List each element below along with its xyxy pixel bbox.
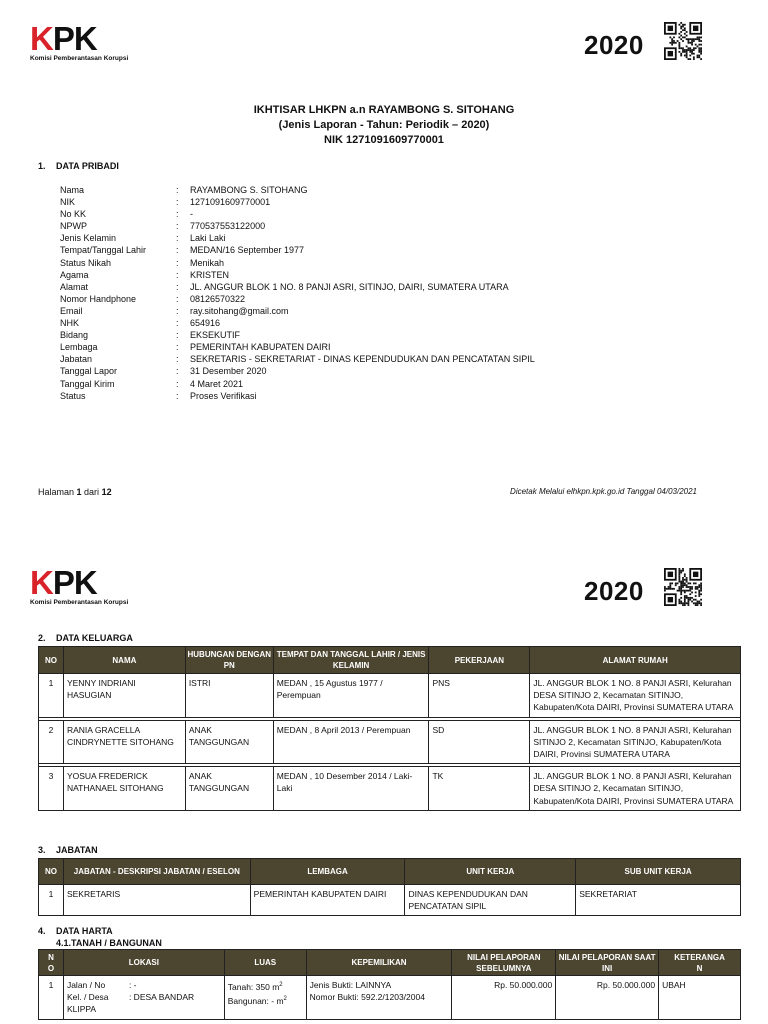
personal-data-value: -	[190, 209, 193, 220]
table-row	[39, 720, 741, 764]
position-jabatan: SEKRETARIS	[63, 885, 250, 916]
section-label: DATA PRIBADI	[56, 161, 119, 171]
position-col-no: NO	[39, 859, 64, 885]
personal-data-row	[60, 305, 535, 317]
personal-data-label: No KK	[60, 209, 87, 220]
section-data-pribadi-heading	[38, 161, 119, 171]
personal-data-colon: :	[176, 293, 179, 304]
land-lokasi: Jalan / No : - Kel. / Desa : DESA BANDAR KLIPPA	[63, 976, 224, 1020]
personal-data-value: ray.sitohang@gmail.com	[190, 305, 289, 316]
personal-data-label: Alamat	[60, 281, 89, 292]
personal-data-row	[60, 317, 535, 329]
personal-data-colon: :	[176, 221, 179, 232]
land-col-kepemilikan: KEPEMILIKAN	[306, 950, 452, 976]
personal-data-value: 1271091609770001	[190, 197, 271, 208]
report-title	[0, 103, 768, 148]
personal-data-row	[60, 232, 535, 244]
land-col-no: N O	[39, 950, 64, 976]
personal-data-value: Menikah	[190, 257, 225, 268]
title-line-3: NIK 1271091609770001	[324, 134, 444, 146]
land-kepemilikan: Jenis Bukti: LAINNYA Nomor Bukti: 592.2/1203/2004	[306, 976, 452, 1020]
section-data-harta-heading: 4. DATA HARTA	[38, 926, 113, 936]
position-table	[38, 858, 741, 916]
personal-data-row	[60, 244, 535, 256]
table-row	[39, 885, 741, 916]
table-row	[39, 674, 741, 718]
personal-data-row	[60, 365, 535, 377]
family-col-hubungan: HUBUNGAN DENGAN PN	[185, 647, 273, 674]
personal-data-label: Nama	[60, 185, 85, 195]
personal-data-colon: :	[176, 354, 179, 365]
family-no: 2	[39, 720, 64, 764]
family-pekerjaan: PNS	[429, 674, 530, 718]
family-ttl: MEDAN , 15 Agustus 1977 / Perempuan	[273, 674, 429, 718]
print-source-note: Dicetak Melalui elhkpn.kpk.go.id Tanggal 04/03/2021	[510, 487, 697, 496]
personal-data-value: 654916	[190, 318, 221, 329]
personal-data-row	[60, 341, 535, 353]
personal-data-label: NPWP	[60, 221, 87, 232]
personal-data-value: MEDAN/16 September 1977	[190, 245, 305, 256]
personal-data-label: Tanggal Lapor	[60, 366, 118, 377]
family-no: 3	[39, 767, 64, 811]
position-lembaga: PEMERINTAH KABUPATEN DAIRI	[250, 885, 405, 916]
section-data-keluarga-heading: 2. DATA KELUARGA	[38, 633, 133, 643]
personal-data-colon: :	[176, 233, 179, 244]
family-pekerjaan: SD	[429, 720, 530, 764]
position-sub-unit: SEKRETARIAT	[576, 885, 741, 916]
personal-data-colon: :	[176, 245, 179, 256]
table-row	[39, 767, 741, 811]
personal-data-label: Status Nikah	[60, 257, 112, 268]
personal-data-colon: :	[176, 257, 179, 268]
personal-data-value: SEKRETARIS - SEKRETARIAT - DINAS KEPENDUDUKAN DAN PENCATATAN SIPIL	[190, 354, 535, 365]
personal-data-label: Agama	[60, 269, 89, 280]
land-no: 1	[39, 976, 64, 1020]
family-nama: YOSUA FREDERICK NATHANAEL SITOHANG	[63, 767, 185, 811]
personal-data-row	[60, 208, 535, 220]
personal-data-row	[60, 220, 535, 232]
section-jabatan-heading: 3. JABATAN	[38, 845, 98, 855]
personal-data-colon: :	[176, 366, 179, 377]
family-col-alamat: ALAMAT RUMAH	[530, 647, 741, 674]
kpk-logo-subtitle: Komisi Pemberantasan Korupsi	[30, 55, 129, 62]
family-no: 1	[39, 674, 64, 718]
personal-data-row	[60, 293, 535, 305]
personal-data-colon: :	[176, 318, 179, 329]
family-pekerjaan: TK	[429, 767, 530, 811]
page-number: Halaman 1 dari 12	[38, 487, 112, 497]
personal-data-label: Lembaga	[60, 342, 98, 353]
kpk-logo	[30, 564, 150, 606]
land-nilai-saat-ini: Rp. 50.000.000	[556, 976, 659, 1020]
personal-data-label: Jabatan	[60, 354, 93, 365]
personal-data-colon: :	[176, 330, 179, 341]
family-alamat: JL. ANGGUR BLOK 1 NO. 8 PANJI ASRI, Kelurahan DESA SITINJO 2, Kecamatan SITINJO, Kabupaten/Kota DAIRI, Provinsi SUMATERA UTARA	[530, 674, 741, 718]
personal-data-row	[60, 390, 535, 402]
kpk-logo-text: KPK	[30, 20, 97, 57]
personal-data-label: Tanggal Kirim	[60, 378, 115, 389]
personal-data-value: 08126570322	[190, 293, 246, 304]
land-col-keterangan: KETERANGA N	[659, 950, 741, 976]
personal-data-list	[60, 184, 535, 402]
family-ttl: MEDAN , 8 April 2013 / Perempuan	[273, 720, 429, 764]
personal-data-label: Tempat/Tanggal Lahir	[60, 245, 147, 256]
personal-data-colon: :	[176, 305, 179, 316]
personal-data-row	[60, 269, 535, 281]
personal-data-row	[60, 257, 535, 269]
title-line-2: (Jenis Laporan - Tahun: Periodik – 2020)	[278, 119, 490, 131]
personal-data-colon: :	[176, 342, 179, 353]
personal-data-colon: :	[176, 281, 179, 292]
family-col-ttl: TEMPAT DAN TANGGAL LAHIR / JENIS KELAMIN	[273, 647, 429, 674]
personal-data-label: NIK	[60, 197, 76, 208]
family-alamat: JL. ANGGUR BLOK 1 NO. 8 PANJI ASRI, Kelurahan SITINJO 2, Kecamatan SITINJO, Kabupaten/Kota DAIRI, Provinsi SUMATERA UTARA	[530, 720, 741, 764]
personal-data-label: Status	[60, 390, 86, 401]
personal-data-value: PEMERINTAH KABUPATEN DAIRI	[190, 342, 331, 353]
report-year: 2020	[584, 576, 644, 606]
position-col-jabatan: JABATAN - DESKRIPSI JABATAN / ESELON	[63, 859, 250, 885]
family-hubungan: ISTRI	[185, 674, 273, 718]
personal-data-row	[60, 196, 535, 208]
family-col-no: NO	[39, 647, 64, 674]
personal-data-label: Bidang	[60, 330, 89, 341]
personal-data-value: Laki Laki	[190, 233, 226, 244]
personal-data-value: KRISTEN	[190, 269, 230, 280]
family-col-nama: NAMA	[63, 647, 185, 674]
personal-data-colon: :	[176, 197, 179, 208]
report-page-2	[0, 540, 768, 1024]
table-row	[39, 976, 741, 1020]
position-col-sub-unit: SUB UNIT KERJA	[576, 859, 741, 885]
family-nama: RANIA GRACELLA CINDRYNETTE SITOHANG	[63, 720, 185, 764]
land-col-luas: LUAS	[224, 950, 306, 976]
kpk-logo-text: KPK	[30, 564, 97, 601]
land-col-nilai-sebelumnya: NILAI PELAPORAN SEBELUMNYA	[452, 950, 556, 976]
family-ttl: MEDAN , 10 Desember 2014 / Laki-Laki	[273, 767, 429, 811]
land-keterangan: UBAH	[659, 976, 741, 1020]
land-col-nilai-saat-ini: NILAI PELAPORAN SAAT INI	[556, 950, 659, 976]
personal-data-row	[60, 184, 535, 196]
personal-data-value: EKSEKUTIF	[190, 330, 241, 341]
kpk-logo-subtitle: Komisi Pemberantasan Korupsi	[30, 599, 129, 606]
land-luas: Tanah: 350 $m^2$ Bangunan: - $m^2$	[224, 976, 306, 1020]
subsection-tanah-bangunan-heading: 4.1.TANAH / BANGUNAN	[56, 938, 162, 948]
personal-data-colon: :	[176, 269, 179, 280]
position-col-lembaga: LEMBAGA	[250, 859, 405, 885]
personal-data-value: Proses Verifikasi	[190, 390, 257, 401]
personal-data-label: NHK	[60, 318, 80, 329]
personal-data-value: 770537553122000	[190, 221, 266, 232]
personal-data-row	[60, 353, 535, 365]
position-no: 1	[39, 885, 64, 916]
personal-data-label: Email	[60, 305, 83, 316]
family-hubungan: ANAK TANGGUNGAN	[185, 720, 273, 764]
family-alamat: JL. ANGGUR BLOK 1 NO. 8 PANJI ASRI, Kelurahan DESA SITINJO 2, Kecamatan SITINJO, Kabupaten/Kota DAIRI, Provinsi SUMATERA UTARA	[530, 767, 741, 811]
personal-data-value: RAYAMBONG S. SITOHANG	[190, 185, 308, 195]
qr-code-icon	[664, 22, 702, 60]
position-unit: DINAS KEPENDUDUKAN DAN PENCATATAN SIPIL	[405, 885, 576, 916]
personal-data-colon: :	[176, 185, 179, 195]
personal-data-row	[60, 378, 535, 390]
title-line-1: IKHTISAR LHKPN a.n RAYAMBONG S. SITOHANG	[253, 104, 515, 116]
personal-data-label: Nomor Handphone	[60, 293, 137, 304]
qr-code-icon	[664, 568, 702, 606]
kpk-logo	[30, 20, 150, 62]
personal-data-colon: :	[176, 390, 179, 401]
personal-data-row	[60, 281, 535, 293]
section-number: 1.	[38, 161, 46, 171]
personal-data-row	[60, 329, 535, 341]
family-hubungan: ANAK TANGGUNGAN	[185, 767, 273, 811]
personal-data-colon: :	[176, 209, 179, 220]
personal-data-value: JL. ANGGUR BLOK 1 NO. 8 PANJI ASRI, SITINJO, DAIRI, SUMATERA UTARA	[190, 281, 509, 292]
land-nilai-sebelumnya: Rp. 50.000.000	[452, 976, 556, 1020]
land-col-lokasi: LOKASI	[63, 950, 224, 976]
report-year: 2020	[584, 30, 644, 60]
position-col-unit: UNIT KERJA	[405, 859, 576, 885]
family-col-pekerjaan: PEKERJAAN	[429, 647, 530, 674]
family-nama: YENNY INDRIANI HASUGIAN	[63, 674, 185, 718]
family-table	[38, 646, 741, 811]
personal-data-value: 31 Desember 2020	[190, 366, 267, 377]
personal-data-value: 4 Maret 2021	[190, 378, 244, 389]
personal-data-label: Jenis Kelamin	[60, 233, 117, 244]
land-building-table	[38, 949, 741, 1020]
personal-data-colon: :	[176, 378, 179, 389]
